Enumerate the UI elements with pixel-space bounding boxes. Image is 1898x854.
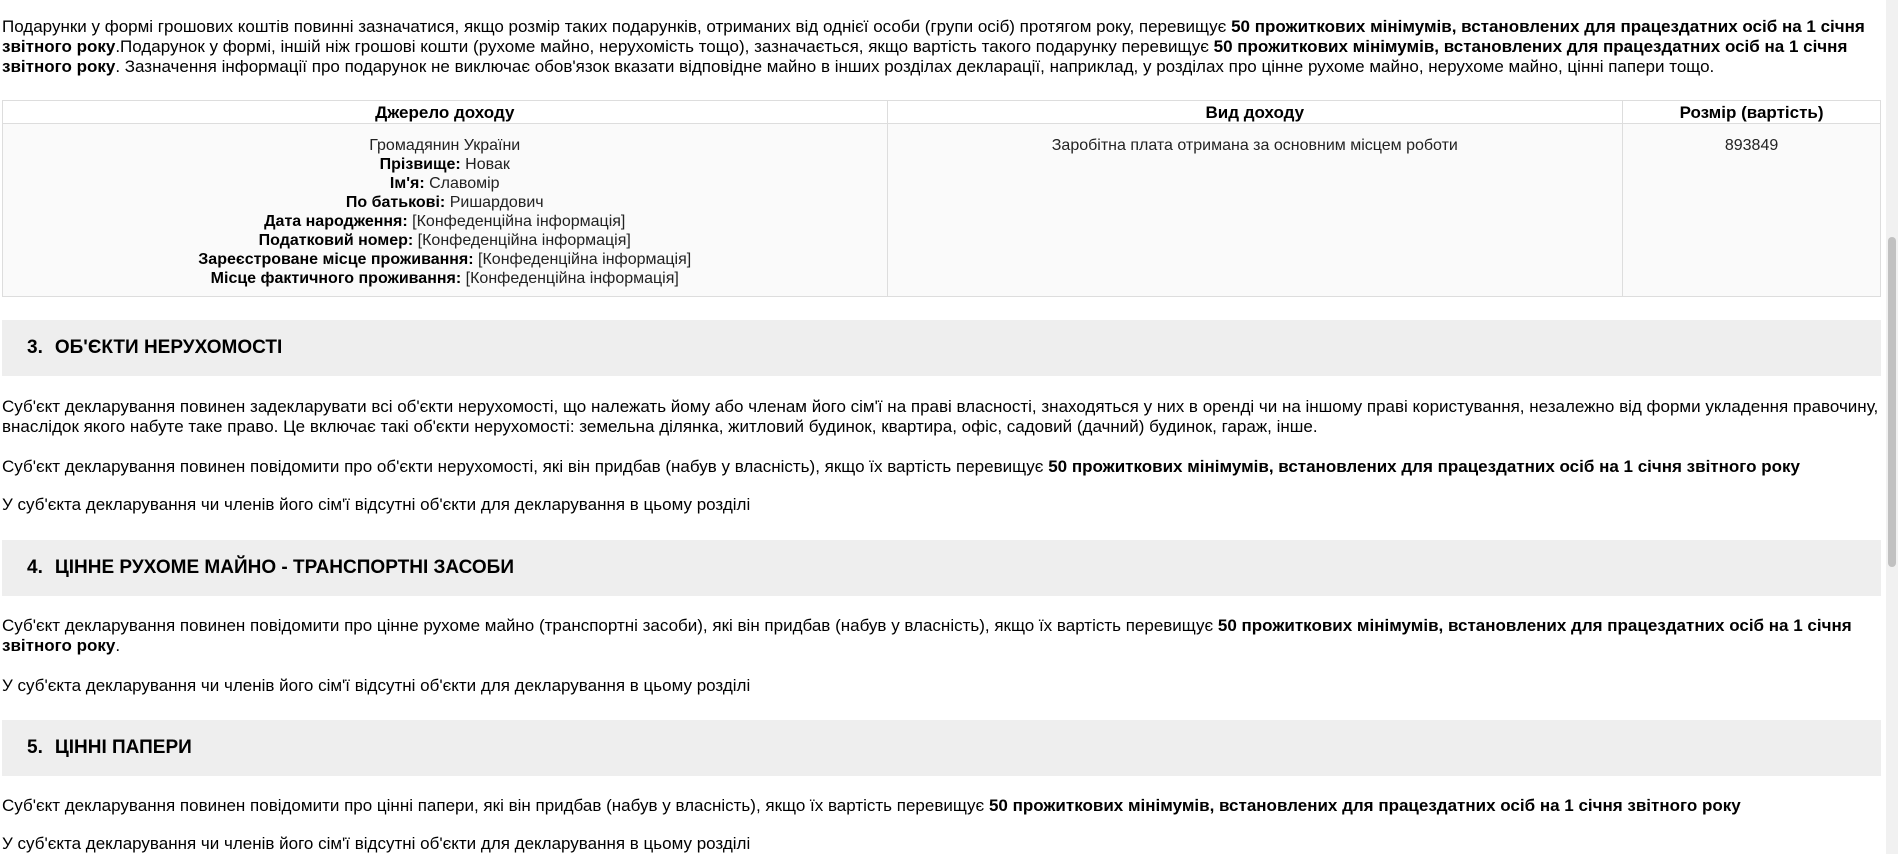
gifts-note-bold-1: 50 прожиткових мінімумів, встановлених для працездатних осіб на 1 січня звітного року [2,17,1865,56]
section-4-header [2,540,1881,596]
section-3-threshold-note: Суб'єкт декларування повинен повідомити про об'єкти нерухомості, які він придбав (набув у власність), якщо їх вартість перевищує 50 прожиткових мінімумів, встановлених для працездатних осіб на 1 січня звітного року [2,457,1800,476]
section-5-empty-note: У суб'єкта декларування чи членів його сім'ї відсутні об'єкти для декларування в цьому розділі [2,834,751,853]
scrollbar-thumb[interactable] [1888,237,1896,567]
section-4-empty-note: У суб'єкта декларування чи членів його сім'ї відсутні об'єкти для декларування в цьому розділі [2,676,751,695]
gifts-note-text-2: .Подарунок у формі, іншій ніж грошові кошти (рухоме майно, нерухомість тощо), зазначається, якщо вартість такого подарунку перевищує [115,37,1214,56]
source-field-patronymic: По батькові: Ришардович [345,194,544,211]
header-income-amount: Розмір (вартість) [1623,101,1881,124]
section-3-description: Суб'єкт декларування повинен задекларувати всі об'єкти нерухомості, що належать йому або членам його сім'ї на праві власності, знаходяться у них в оренді чи на іншому праві користування, незалежно від форми укладення правочину, внаслідок якого набуте таке право. Це включає такі об'єкти нерухомості: земельна ділянка, житловий будинок, квартира, офіс, садовий (дачний) будинок, гараж, інше. [2,397,1879,436]
income-kind-cell: Заробітна плата отримана за основним місцем роботи [887,124,1623,297]
section-title: ОБ'ЄКТИ НЕРУХОМОСТІ [54,337,283,358]
section-3-header [2,320,1881,376]
section-4-threshold-note: Суб'єкт декларування повинен повідомити про цінне рухоме майно (транспортні засоби), які він придбав (набув у власність), якщо їх вартість перевищує 50 прожиткових мінімумів, встановлених для працездатних осіб на 1 січня звітного року. [2,616,1852,655]
vertical-scrollbar[interactable] [1886,0,1898,854]
source-field-tax-number: Податковий номер: [Конфеденційна інформація] [258,232,631,249]
table-row [3,124,1881,297]
gifts-note [2,17,1880,77]
source-field-birth-date: Дата народження: [Конфеденційна інформація] [264,213,626,230]
header-income-source: Джерело доходу [3,101,888,124]
source-field-surname: Прізвище: Новак [379,156,510,173]
section-title: ЦІННІ ПАПЕРИ [54,737,192,758]
income-table-header [3,101,1881,124]
section-3-empty-note: У суб'єкта декларування чи членів його сім'ї відсутні об'єкти для декларування в цьому розділі [2,495,751,514]
section-5-header [2,720,1881,776]
gifts-note-text-3: . Зазначення інформації про подарунок не виключає обов'язок вказати відповідне майно в інших розділах декларації, наприклад, у розділах про цінне рухоме майно, нерухоме майно, цінні папери тощо. [115,57,1715,76]
source-type: Громадянин України [369,137,521,154]
income-table [2,100,1881,297]
gifts-note-text-1: Подарунки у формі грошових коштів повинні зазначатися, якщо розмір таких подарунків, отриманих від однієї особи (групи осіб) протягом року, перевищує [2,17,1232,36]
gifts-note-bold-2: 50 прожиткових мінімумів, встановлених для працездатних осіб на 1 січня звітного року [2,37,1848,76]
source-field-first-name: Ім'я: Славомір [389,175,500,192]
section-5-threshold-note: Суб'єкт декларування повинен повідомити про цінні папери, які він придбав (набув у власність), якщо їх вартість перевищує 50 прожиткових мінімумів, встановлених для працездатних осіб на 1 січня звітного року [2,796,1741,815]
section-number: 3. [27,337,43,358]
section-title: ЦІННЕ РУХОМЕ МАЙНО - ТРАНСПОРТНІ ЗАСОБИ [54,557,514,578]
source-field-actual-address: Місце фактичного проживання: [Конфеденційна інформація] [210,270,679,287]
income-amount-cell: 893849 [1623,124,1881,297]
section-number: 5. [27,737,43,758]
source-field-registered-address: Зареєстроване місце проживання: [Конфеденційна інформація] [198,251,692,268]
section-number: 4. [27,557,43,578]
income-source-cell [3,124,888,297]
header-income-kind: Вид доходу [887,101,1623,124]
